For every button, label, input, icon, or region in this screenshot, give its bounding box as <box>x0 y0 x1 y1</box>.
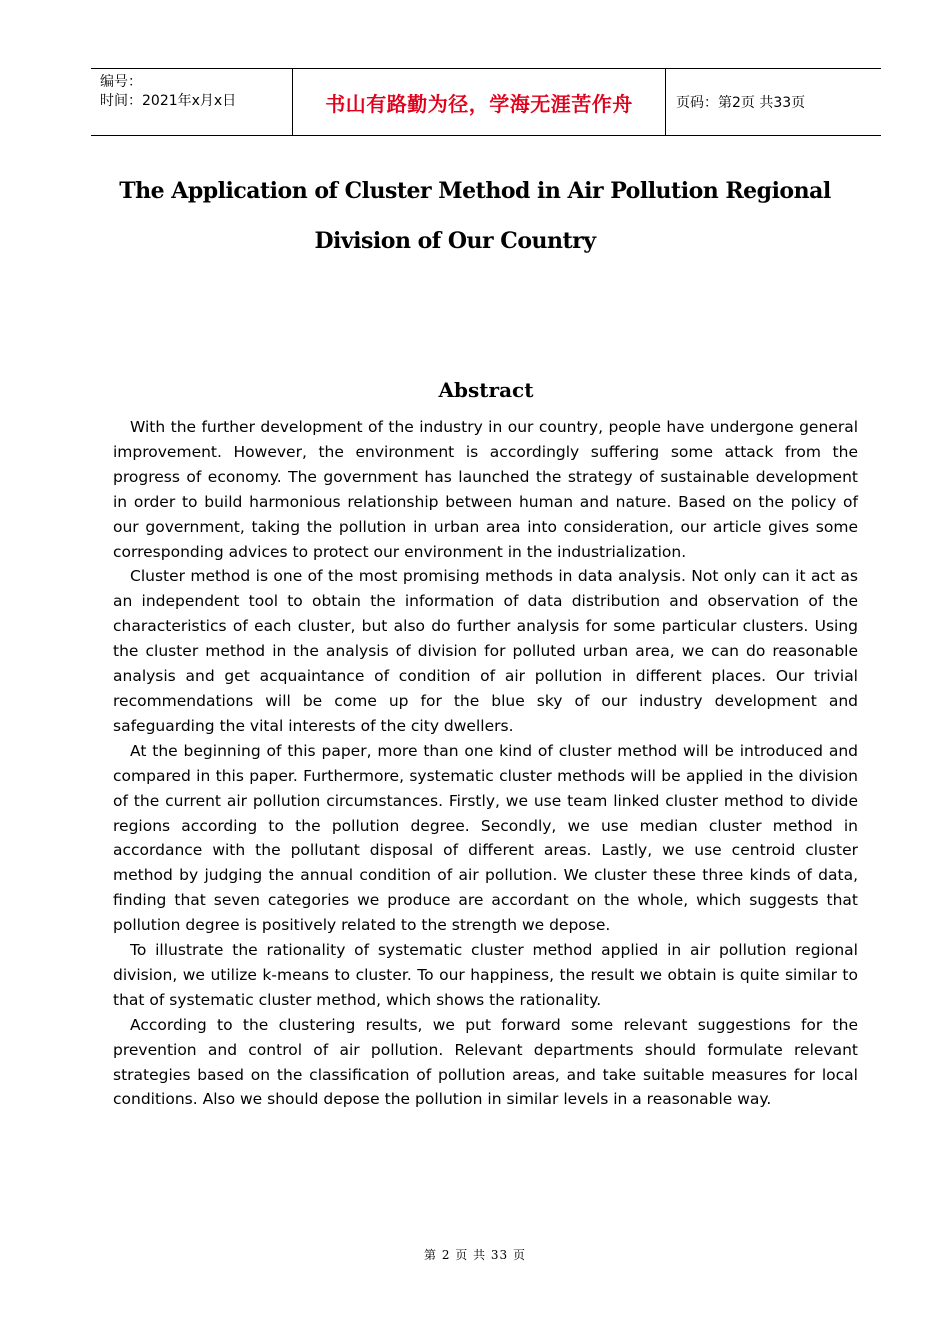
serial-number-label: 编号： <box>100 74 142 90</box>
abstract-heading: Abstract <box>438 378 534 402</box>
header-meta-cell <box>91 69 293 135</box>
abstract-paragraph: At the beginning of this paper, more than one kind of cluster method will be introduced and compared in this paper. Furthermore, systematic cluster methods will be applied in the division of the current air pollution circumstances. Firstly, we use team linked cluster method to divide regions according to the pollution degree. Secondly, we use median cluster method in accordance with the pollutant disposal of different areas. Lastly, we use centroid cluster method by judging the annual condition of air pollution. We cluster these three kinds of data, finding that seven categories we produce are accordant on the whole, which suggests that pollution degree is positively related to the strength we depose. <box>113 741 858 935</box>
document-title-line1: The Application of Cluster Method in Air Pollution Regional <box>119 178 831 204</box>
page-footer: 第 2 页 共 33 页 <box>424 1248 526 1262</box>
document-title-line2: Division of Our Country <box>314 228 596 254</box>
time-label: 时间：2021年x月x日 <box>100 93 237 109</box>
page-header <box>91 68 881 136</box>
abstract-paragraph: With the further development of the industry in our country, people have undergone general improvement. However, the environment is accordingly suffering some attack from the progress of economy. The government has launched the strategy of sustainable development in order to build harmonious relationship between human and nature. Based on the policy of our government, taking the pollution in urban area into consideration, our article gives some corresponding advices to protect our environment in the industrialization. <box>113 418 858 561</box>
header-page-info: 页码：第2页 共33页 <box>676 95 806 111</box>
abstract-body <box>113 415 858 1112</box>
header-motto: 书山有路勤为径，学海无涯苦作舟 <box>293 69 666 135</box>
abstract-paragraph: Cluster method is one of the most promising methods in data analysis. Not only can it act as an independent tool to obtain the information of data distribution and observation of the characteristics of each cluster, but also do further analysis for some particular clusters. Using the cluster method in the analysis of division for polluted urban area, we can do reasonable analysis and get acquaintance of condition of air pollution in different places. Our trivial recommendations will be come up for the blue sky of our industry development and safeguarding the vital interests of the city dwellers. <box>113 567 858 735</box>
abstract-paragraph: According to the clustering results, we put forward some relevant suggestions for the prevention and control of air pollution. Relevant departments should formulate relevant strategies based on the classification of pollution areas, and take suitable measures for local conditions. Also we should depose the pollution in similar levels in a reasonable way. <box>113 1015 858 1109</box>
abstract-paragraph: To illustrate the rationality of systematic cluster method applied in air pollution regional division, we utilize k-means to cluster. To our happiness, the result we obtain is quite similar to that of systematic cluster method, which shows the rationality. <box>113 941 858 1009</box>
